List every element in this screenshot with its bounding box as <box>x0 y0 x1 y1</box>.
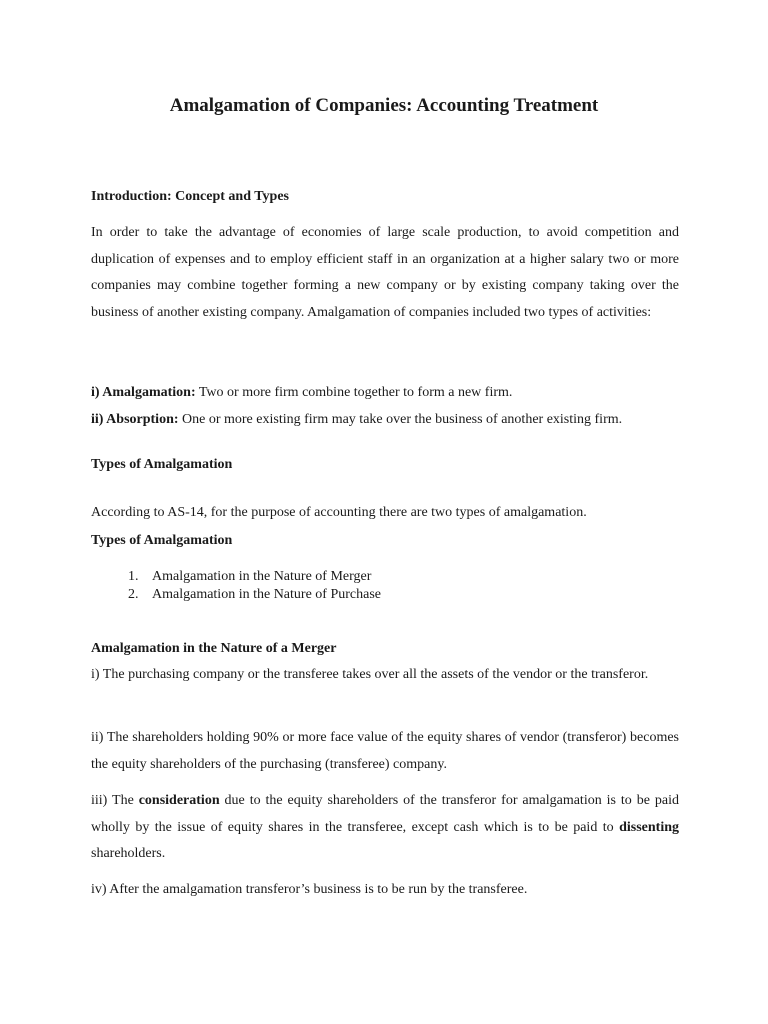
types-list <box>128 568 381 603</box>
activity-absorption-label: ii) Absorption: <box>91 412 179 427</box>
list-item-number: 1. <box>128 569 139 584</box>
merger-point-3-part-c: due to the equity shareholders of the transferor for amalgamation is to be paid wholly by the issue of equity shares in the transferee, except cash which is to be paid to <box>91 793 679 835</box>
intro-heading: Introduction: Concept and Types <box>91 189 289 204</box>
merger-point-1: i) The purchasing company or the transferee takes over all the assets of the vendor or the transferor. <box>91 667 649 682</box>
merger-point-4: iv) After the amalgamation transferor’s business is to be run by the transferee. <box>91 882 528 897</box>
merger-point-3 <box>91 788 679 868</box>
list-item <box>128 568 381 586</box>
dissenting-term: dissenting <box>619 819 679 835</box>
types-heading: Types of Amalgamation <box>91 457 233 472</box>
activity-amalgamation <box>91 384 512 402</box>
document-title: Amalgamation of Companies: Accounting Treatment <box>169 95 599 116</box>
merger-point-3-part-e: shareholders. <box>91 846 166 861</box>
activity-amalgamation-label: i) Amalgamation: <box>91 385 196 400</box>
list-item-number: 2. <box>128 586 139 602</box>
list-item <box>128 586 381 604</box>
consideration-term: consideration <box>138 793 220 808</box>
types-subheading: Types of Amalgamation <box>91 533 233 548</box>
activity-absorption <box>91 411 622 429</box>
as14-text: According to AS-14, for the purpose of accounting there are two types of amalgamation. <box>91 505 587 520</box>
activity-amalgamation-text: Two or more firm combine together to form a new firm. <box>195 385 513 400</box>
activity-absorption-text: One or more existing firm may take over the business of another existing firm. <box>178 412 623 427</box>
list-item-text: Amalgamation in the Nature of Merger <box>152 569 372 584</box>
list-item-text: Amalgamation in the Nature of Purchase <box>152 586 381 602</box>
merger-point-2: ii) The shareholders holding 90% or more face value of the equity shares of vendor (transferor) becomes the equity shareholders of the purchasing (transferee) company. <box>91 730 679 772</box>
intro-paragraph: In order to take the advantage of economies of large scale production, to avoid competition and duplication of expenses and to employ efficient staff in an organization at a higher salary two or more companies may combine together forming a new company or by existing company taking over the business of another existing company. Amalgamation of companies included two types of activities: <box>91 225 679 320</box>
merger-point-3-part-a: iii) The <box>91 793 139 808</box>
merger-heading: Amalgamation in the Nature of a Merger <box>91 641 337 656</box>
